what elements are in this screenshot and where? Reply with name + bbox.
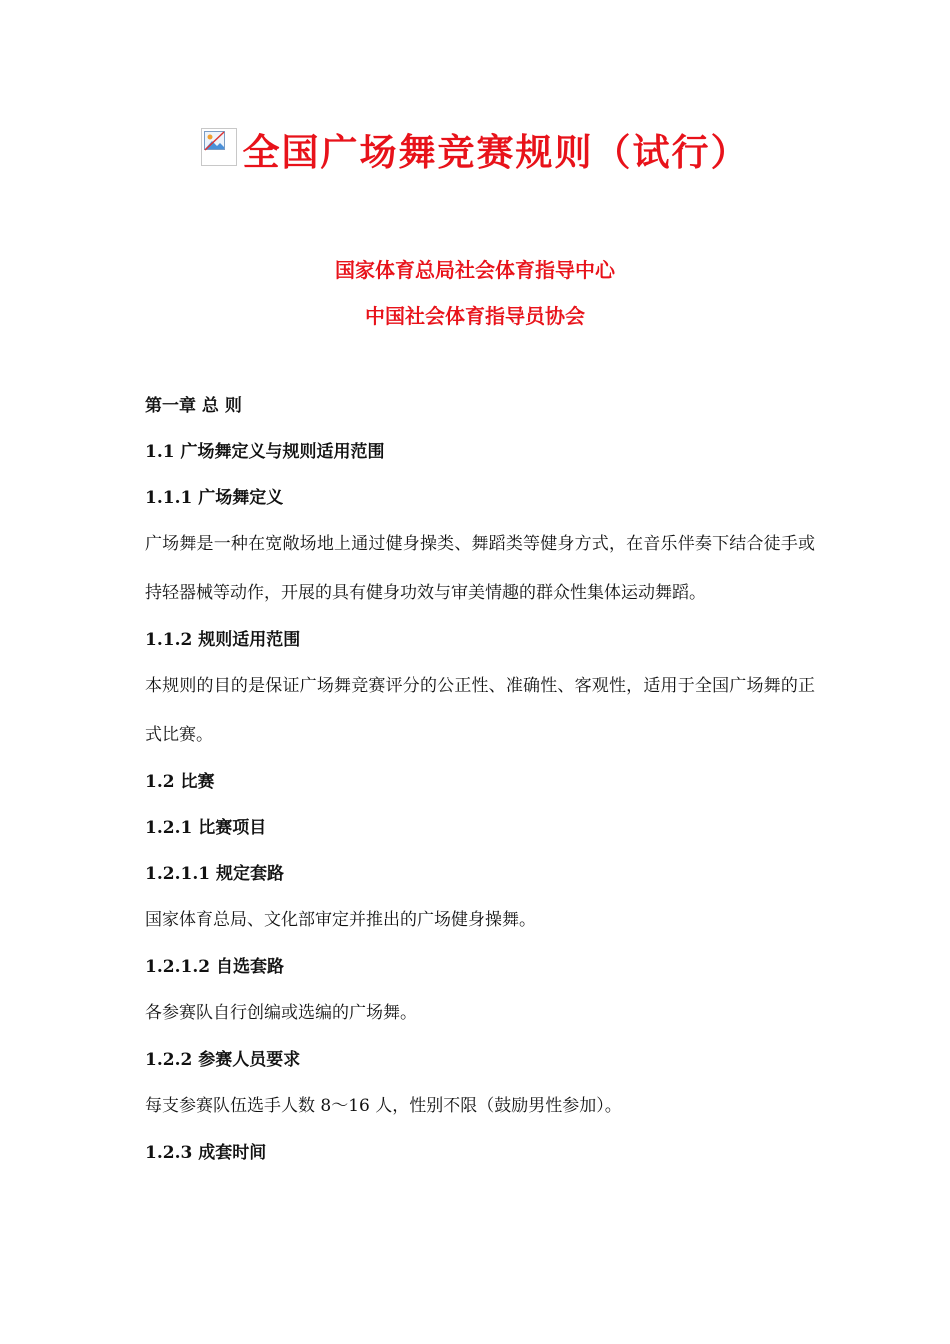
section-heading: 1.1.1 广场舞定义: [145, 488, 284, 508]
section-heading: 1.1 广场舞定义与规则适用范围: [145, 442, 385, 462]
section-paragraph: 每支参赛队伍选手人数 8～16 人，性别不限（鼓励男性参加）。: [145, 1096, 622, 1116]
organization-1: 国家体育总局社会体育指导中心: [335, 258, 615, 282]
section-paragraph: 广场舞是一种在宽敞场地上通过健身操类、舞蹈类等健身方式，在音乐伴奏下结合徒手或持轻器械等动作，开展的具有健身功效与审美情趣的群众性集体运动舞蹈。: [145, 534, 815, 603]
organization-2: 中国社会体育指导员协会: [365, 304, 585, 328]
document-body: [145, 392, 815, 1185]
section-heading: 1.2.3 成套时间: [145, 1143, 267, 1163]
section-heading: 1.2 比赛: [145, 772, 215, 792]
section-paragraph: 各参赛队自行创编或选编的广场舞。: [145, 1003, 417, 1023]
broken-image-icon: [201, 128, 237, 166]
section-heading: 1.2.1.1 规定套路: [145, 864, 284, 884]
section-heading: 1.2.1.2 自选套路: [145, 957, 284, 977]
section-paragraph: 本规则的目的是保证广场舞竞赛评分的公正性、准确性、客观性，适用于全国广场舞的正式比赛。: [145, 676, 815, 745]
section-heading: 1.1.2 规则适用范围: [145, 630, 301, 650]
section-heading: 1.2.1 比赛项目: [145, 818, 267, 838]
title-row: [0, 122, 950, 176]
section-paragraph: 国家体育总局、文化部审定并推出的广场健身操舞。: [145, 910, 536, 930]
chapter-heading: 第一章 总 则: [145, 396, 242, 416]
section-heading: 1.2.2 参赛人员要求: [145, 1050, 301, 1070]
document-title: 全国广场舞竞赛规则（试行）: [242, 130, 750, 174]
